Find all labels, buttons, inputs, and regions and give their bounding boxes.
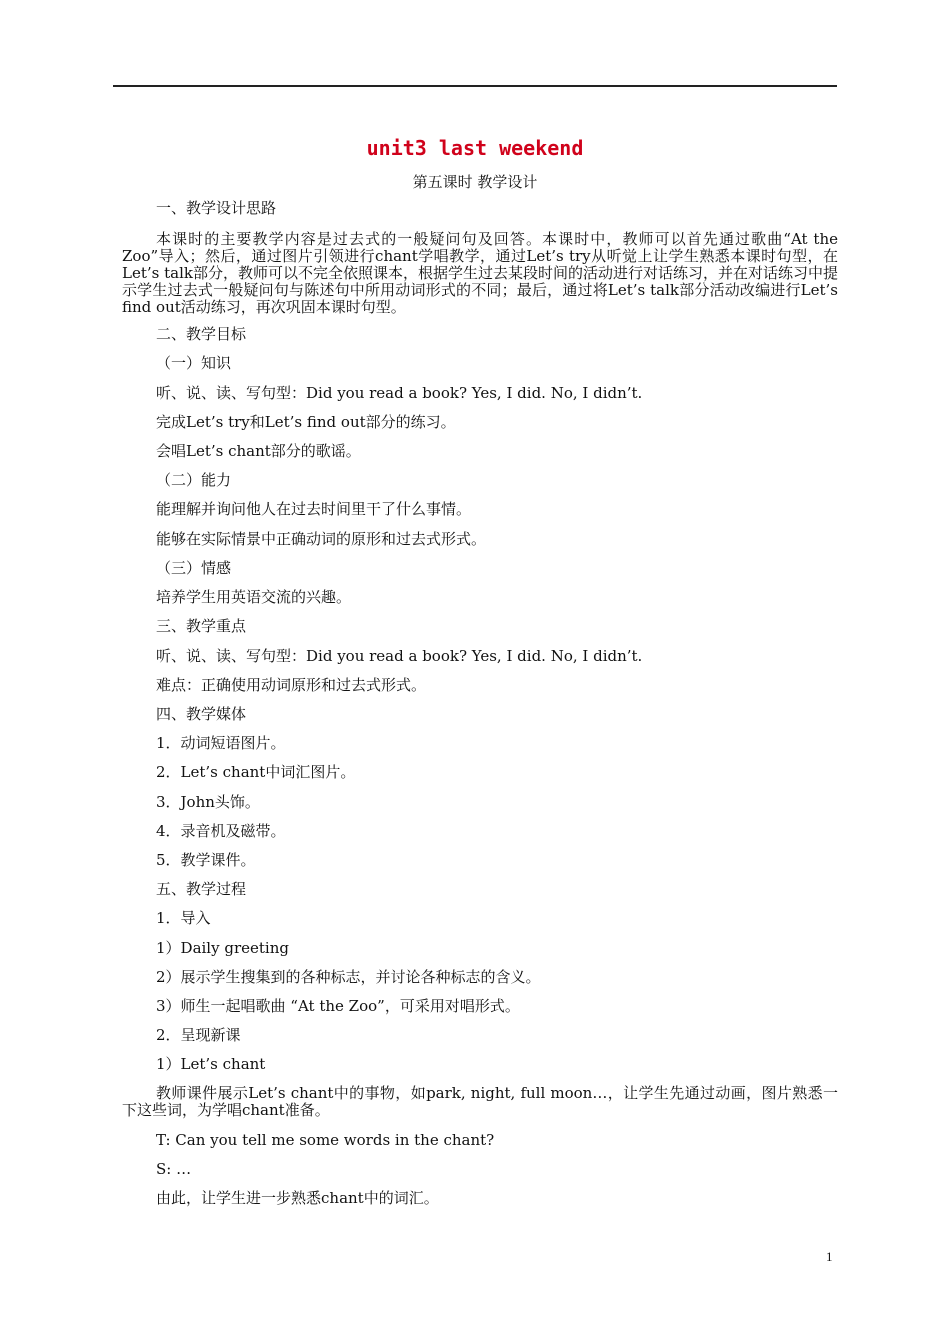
media-item: 2．Let’s chant中词汇图片。 <box>156 763 356 781</box>
ability-item: 能理解并询问他人在过去时间里干了什么事情。 <box>156 500 472 518</box>
knowledge-item: 完成Let’s try和Let’s find out部分的练习。 <box>156 413 456 431</box>
dialogue-student-line: S: … <box>156 1160 192 1178</box>
media-item: 3．John头饰。 <box>156 793 260 811</box>
section-heading-objectives: 二、教学目标 <box>156 325 247 343</box>
header-rule <box>113 85 837 87</box>
document-subtitle: 第五课时 教学设计 <box>412 173 538 191</box>
difficulty-item: 难点：正确使用动词原形和过去式形式。 <box>156 676 427 694</box>
subheading-ability: （二）能力 <box>156 471 232 489</box>
design-paragraph: 本课时的主要教学内容是过去式的一般疑问句及回答。本课时中，教师可以首先通过歌曲“At the Zoo”导入；然后，通过图片引领进行chant学唱教学，通过Let’s try从听觉上让学生熟悉本课时句型，在Let’s talk部分，教师可以不完全依照课本，根据学生过去某段时间的活动进行对话练习，并在对话练习中提示学生过去式一般疑问句与陈述句中所用动词形式的不同；最后，通过将Let’s talk部分活动改编进行Let’s find out活动练习，再次巩固本课时句型。 <box>122 230 838 316</box>
media-item: 5．教学课件。 <box>156 851 256 869</box>
closing-line: 由此，让学生进一步熟悉chant中的词汇。 <box>156 1189 439 1207</box>
ability-item: 能够在实际情景中正确动词的原形和过去式形式。 <box>156 530 487 548</box>
process-step-item: 1）Let’s chant <box>156 1055 266 1073</box>
page-number: 1 <box>826 1249 833 1264</box>
emotion-item: 培养学生用英语交流的兴趣。 <box>156 588 352 606</box>
media-item: 4．录音机及磁带。 <box>156 822 286 840</box>
dialogue-teacher-line: T: Can you tell me some words in the chant? <box>156 1131 495 1149</box>
document-title: unit3 last weekend <box>366 136 584 160</box>
process-step-heading: 1．导入 <box>156 909 211 927</box>
subheading-knowledge: （一）知识 <box>156 354 232 372</box>
section-heading-process: 五、教学过程 <box>156 880 247 898</box>
process-step-heading: 2．呈现新课 <box>156 1026 241 1044</box>
knowledge-item: 听、说、读、写句型：Did you read a book? Yes, I did. No, I didn’t. <box>156 384 643 402</box>
section-heading-design: 一、教学设计思路 <box>156 199 277 217</box>
process-step-item: 2）展示学生搜集到的各种标志，并讨论各种标志的含义。 <box>156 968 541 986</box>
section-heading-key-points: 三、教学重点 <box>156 617 247 635</box>
chant-paragraph: 教师课件展示Let’s chant中的事物，如park, night, full moon…，让学生先通过动画，图片熟悉一下这些词，为学唱chant准备。 <box>122 1084 838 1119</box>
subheading-emotion: （三）情感 <box>156 559 232 577</box>
process-step-item: 1）Daily greeting <box>156 939 289 957</box>
key-point-item: 听、说、读、写句型：Did you read a book? Yes, I did. No, I didn’t. <box>156 647 643 665</box>
media-item: 1．动词短语图片。 <box>156 734 286 752</box>
section-heading-media: 四、教学媒体 <box>156 705 247 723</box>
process-step-item: 3）师生一起唱歌曲 “At the Zoo”，可采用对唱形式。 <box>156 997 520 1015</box>
knowledge-item: 会唱Let’s chant部分的歌谣。 <box>156 442 361 460</box>
